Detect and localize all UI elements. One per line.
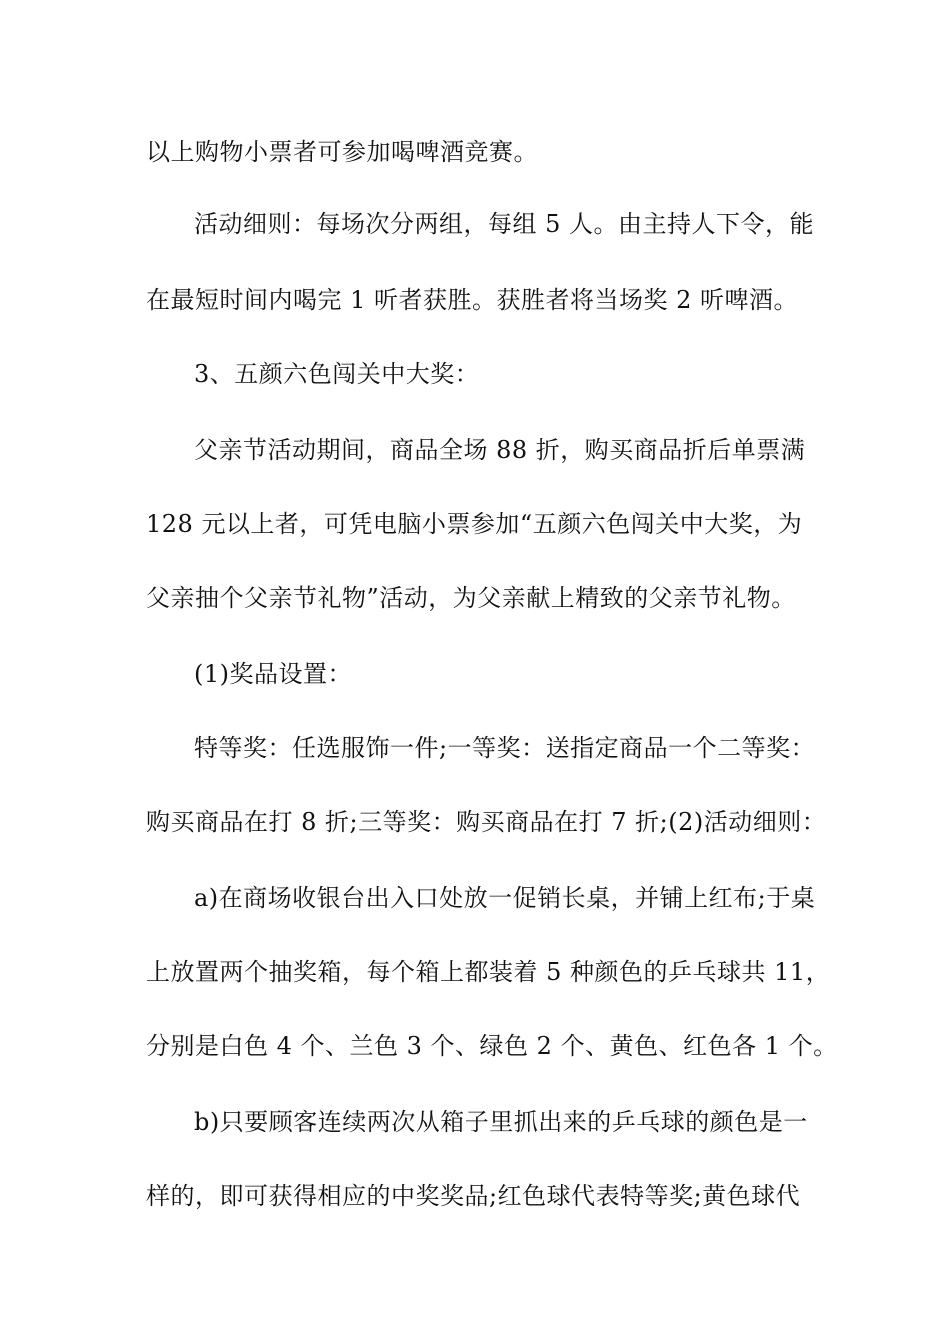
text-line-10: 购买商品在打 8 折;三等奖：购买商品在打 7 折;(2)活动细则： <box>146 808 827 836</box>
text-line-2: 活动细则：每场次分两组，每组 5 人。由主持人下令，能 <box>194 210 815 238</box>
text-line-7: 父亲抽个父亲节礼物”活动，为父亲献上精致的父亲节礼物。 <box>146 584 796 612</box>
text-line-6: 128 元以上者，可凭电脑小票参加“五颜六色闯关中大奖，为 <box>146 510 803 538</box>
text-line-14: b)只要顾客连续两次从箱子里抓出来的乒乓球的颜色是一 <box>194 1108 808 1136</box>
section-heading: 3、五颜六色闯关中大奖： <box>194 360 480 388</box>
text-line-9: 特等奖：任选服饰一件;一等奖：送指定商品一个二等奖： <box>194 734 816 762</box>
text-line-1: 以上购物小票者可参加喝啤酒竞赛。 <box>146 138 538 166</box>
text-line-12: 上放置两个抽奖箱，每个箱上都装着 5 种颜色的乒乓球共 11， <box>146 958 831 986</box>
text-line-5: 父亲节活动期间，商品全场 88 折，购买商品折后单票满 <box>194 436 806 464</box>
text-line-15: 样的，即可获得相应的中奖奖品;红色球代表特等奖;黄色球代 <box>146 1182 801 1210</box>
text-line-3: 在最短时间内喝完 1 听者获胜。获胜者将当场奖 2 听啤酒。 <box>146 286 799 314</box>
subsection-heading: (1)奖品设置： <box>194 660 352 688</box>
text-line-13: 分别是白色 4 个、兰色 3 个、绿色 2 个、黄色、红色各 1 个。 <box>146 1032 838 1060</box>
text-line-11: a)在商场收银台出入口处放一促销长桌，并铺上红布;于桌 <box>194 884 816 912</box>
